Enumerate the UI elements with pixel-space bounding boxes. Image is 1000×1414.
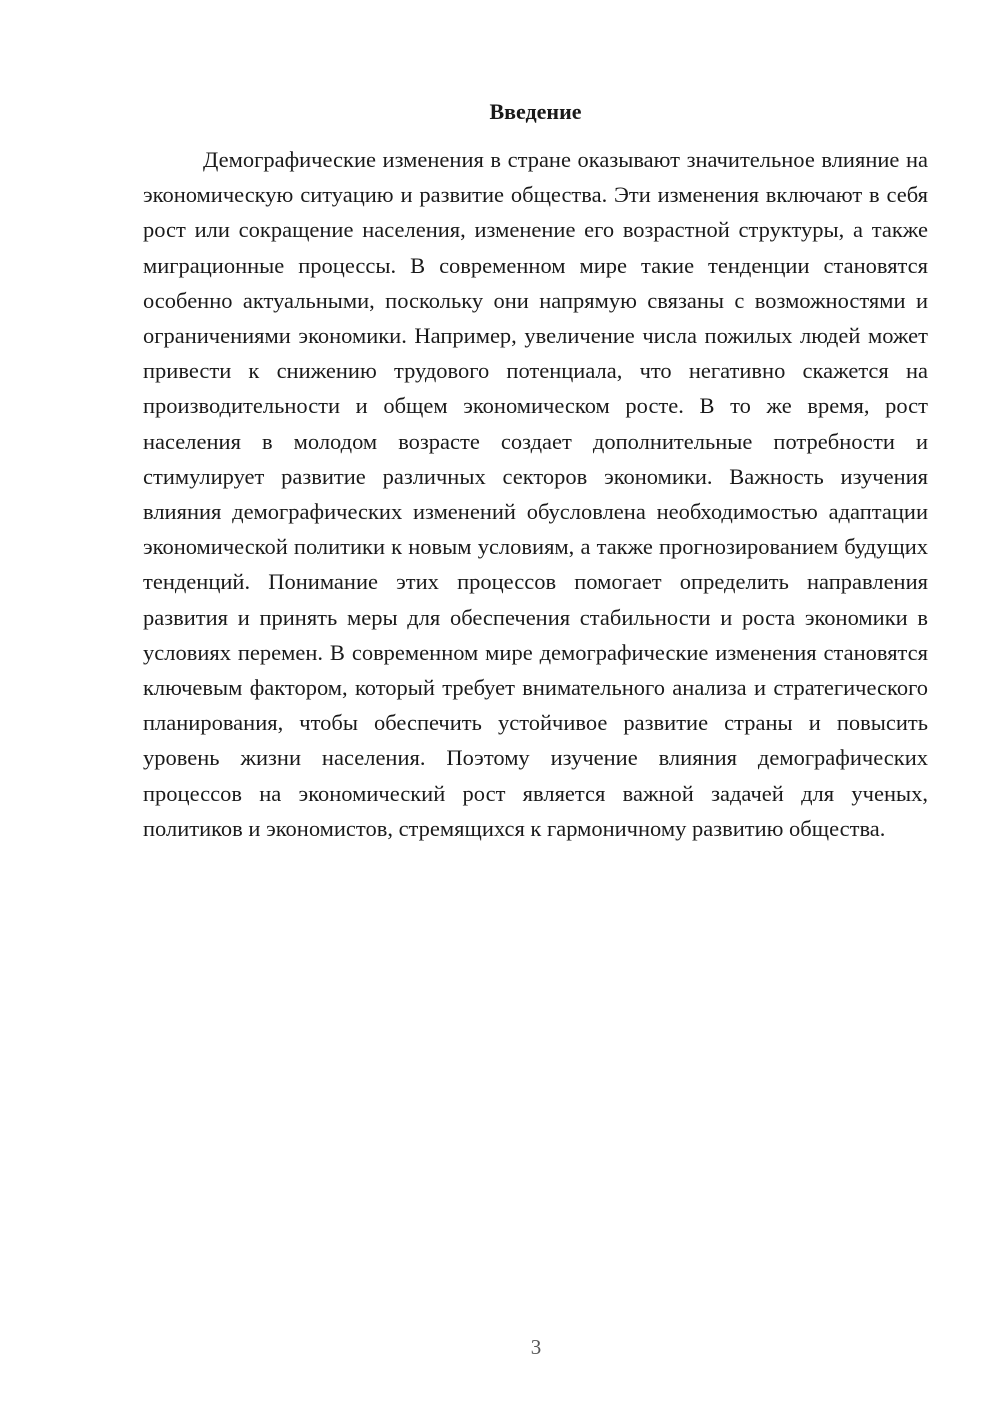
page-number: 3 <box>530 1335 542 1359</box>
section-title: Введение <box>489 99 582 124</box>
body-paragraph: Демографические изменения в стране оказывают значительное влияние на экономическую ситуацию и развитие общества. Эти изменения включают в себя рост или сокращение населения, изменение его возрастной структуры, а также миграционные процессы. В современном мире такие тенденции становятся особенно актуальными, поскольку они напрямую связаны с возможностями и ограничениями экономики. Например, увеличение числа пожилых людей может привести к снижению трудового потенциала, что негативно скажется на производительности и общем экономическом росте. В то же время, рост населения в молодом возрасте создает дополнительные потребности и стимулирует развитие различных секторов экономики. Важность изучения влияния демографических изменений обусловлена необходимостью адаптации экономической политики к новым условиям, а также прогнозированием будущих тенденций. Понимание этих процессов помогает определить направления развития и принять меры для обеспечения стабильности и роста экономики в условиях перемен. В современном мире демографические изменения становятся ключевым фактором, который требует внимательного анализа и стратегического планирования, чтобы обеспечить устойчивое развитие страны и повысить уровень жизни населения. Поэтому изучение влияния демографических процессов на экономический рост является важной задачей для ученых, политиков и экономистов, стремящихся к гармоничному развитию общества. <box>143 147 928 841</box>
